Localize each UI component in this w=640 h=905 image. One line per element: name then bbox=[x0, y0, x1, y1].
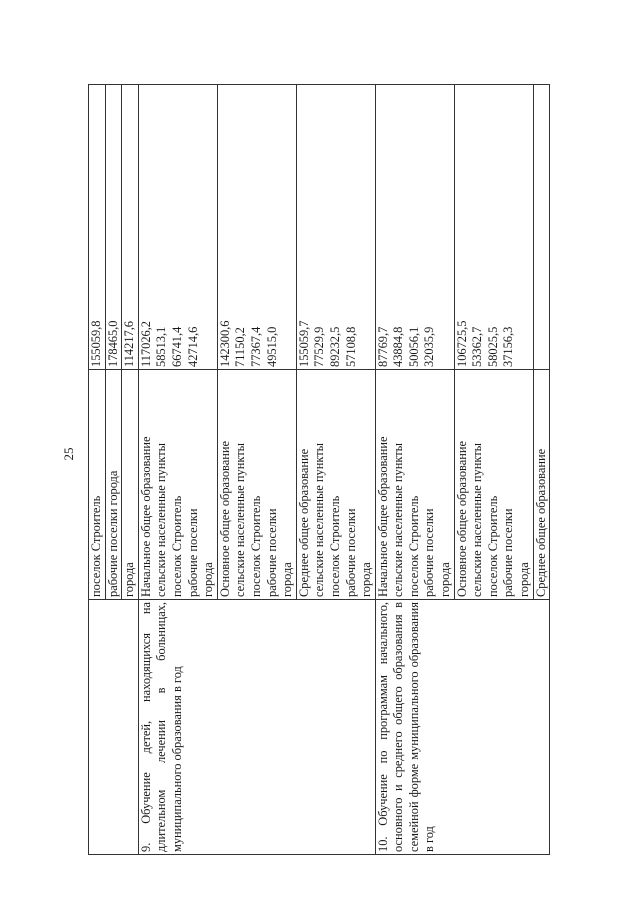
category-label: рабочие поселки bbox=[343, 508, 358, 597]
category-label: рабочие поселки bbox=[422, 508, 437, 597]
value-cell bbox=[533, 85, 550, 370]
value-label-empty bbox=[534, 87, 548, 367]
cost-table bbox=[88, 84, 550, 855]
category-cell bbox=[454, 370, 533, 600]
category-label: поселок Строитель bbox=[406, 495, 421, 597]
category-label: сельские населенные пункты bbox=[312, 443, 327, 597]
category-cell: поселок Строитель bbox=[89, 370, 106, 600]
group-heading: Основное общее образование bbox=[454, 441, 469, 597]
value-label: 58025,5 bbox=[485, 326, 500, 367]
category-cell bbox=[375, 370, 454, 600]
group-heading: Основное общее образование bbox=[217, 441, 232, 597]
value-label: 43884,8 bbox=[391, 326, 406, 367]
category-cell bbox=[138, 370, 217, 600]
item-10-description: 10. Обучение по программам начального, основного и среднего общего образования в семейной форме муниципального образования в год bbox=[375, 600, 550, 855]
group-heading: Среднее общее образование bbox=[533, 448, 548, 597]
category-label: поселок Строитель bbox=[485, 495, 500, 597]
category-label: сельские населенные пункты bbox=[233, 443, 248, 597]
value-cell bbox=[217, 85, 296, 370]
value-cell: 178465,0 bbox=[105, 85, 122, 370]
table-row bbox=[89, 85, 106, 855]
category-label: поселок Строитель bbox=[169, 495, 184, 597]
value-label: 57108,8 bbox=[343, 326, 358, 367]
value-cell bbox=[138, 85, 217, 370]
value-label: 77529,9 bbox=[312, 326, 327, 367]
category-label: рабочие поселки bbox=[501, 508, 516, 597]
category-label: поселок Строитель bbox=[248, 495, 263, 597]
category-label: поселок Строитель bbox=[327, 495, 342, 597]
value-cell bbox=[454, 85, 533, 370]
rotated-table-wrapper bbox=[88, 85, 558, 855]
value-label: 89232,5 bbox=[327, 326, 342, 367]
category-label: сельские населенные пункты bbox=[154, 443, 169, 597]
category-label: города bbox=[201, 562, 216, 597]
value-cell bbox=[375, 85, 454, 370]
category-cell bbox=[296, 370, 375, 600]
value-label: 77367,4 bbox=[248, 326, 263, 367]
value-label: 58513,1 bbox=[154, 326, 169, 367]
category-cell: города bbox=[122, 370, 139, 600]
category-label: города bbox=[359, 562, 374, 597]
category-cell bbox=[217, 370, 296, 600]
group-heading: Начальное общее образование bbox=[138, 436, 153, 597]
category-label: рабочие поселки bbox=[185, 508, 200, 597]
category-label: города bbox=[517, 562, 532, 597]
category-label: города bbox=[280, 562, 295, 597]
value-label: 87769,7 bbox=[375, 326, 390, 367]
description-cell-empty bbox=[89, 600, 139, 855]
group-heading: Начальное общее образование bbox=[375, 436, 390, 597]
value-label: 37156,3 bbox=[501, 326, 516, 367]
value-label: 155059,7 bbox=[296, 320, 311, 367]
category-cell: рабочие поселки города bbox=[105, 370, 122, 600]
value-label: 32035,9 bbox=[422, 326, 437, 367]
category-label: сельские населенные пункты bbox=[470, 443, 485, 597]
value-cell bbox=[296, 85, 375, 370]
value-label: 42714,6 bbox=[185, 326, 200, 367]
page-number: 25 bbox=[61, 447, 76, 461]
value-label: 49515,0 bbox=[264, 326, 279, 367]
category-label: рабочие поселки bbox=[264, 508, 279, 597]
table-row bbox=[375, 85, 454, 855]
group-heading: Среднее общее образование bbox=[296, 448, 311, 597]
value-cell: 155059,8 bbox=[89, 85, 106, 370]
category-cell bbox=[533, 370, 550, 600]
value-label: 71150,2 bbox=[233, 327, 248, 367]
category-label: сельские населенные пункты bbox=[391, 443, 406, 597]
value-cell: 114217,6 bbox=[122, 85, 139, 370]
table-row bbox=[138, 85, 217, 855]
value-label: 53362,7 bbox=[470, 326, 485, 367]
value-label: 117026,2 bbox=[138, 320, 153, 367]
value-label: 66741,4 bbox=[169, 326, 184, 367]
value-label: 142300,6 bbox=[217, 320, 232, 367]
value-label: 106725,5 bbox=[454, 320, 469, 367]
item-9-description: 9. Обучение детей, находящихся на длительном лечении в больницах, муниципального образования в год bbox=[138, 600, 375, 855]
category-label: города bbox=[438, 562, 453, 597]
value-label: 50056,1 bbox=[406, 326, 421, 367]
